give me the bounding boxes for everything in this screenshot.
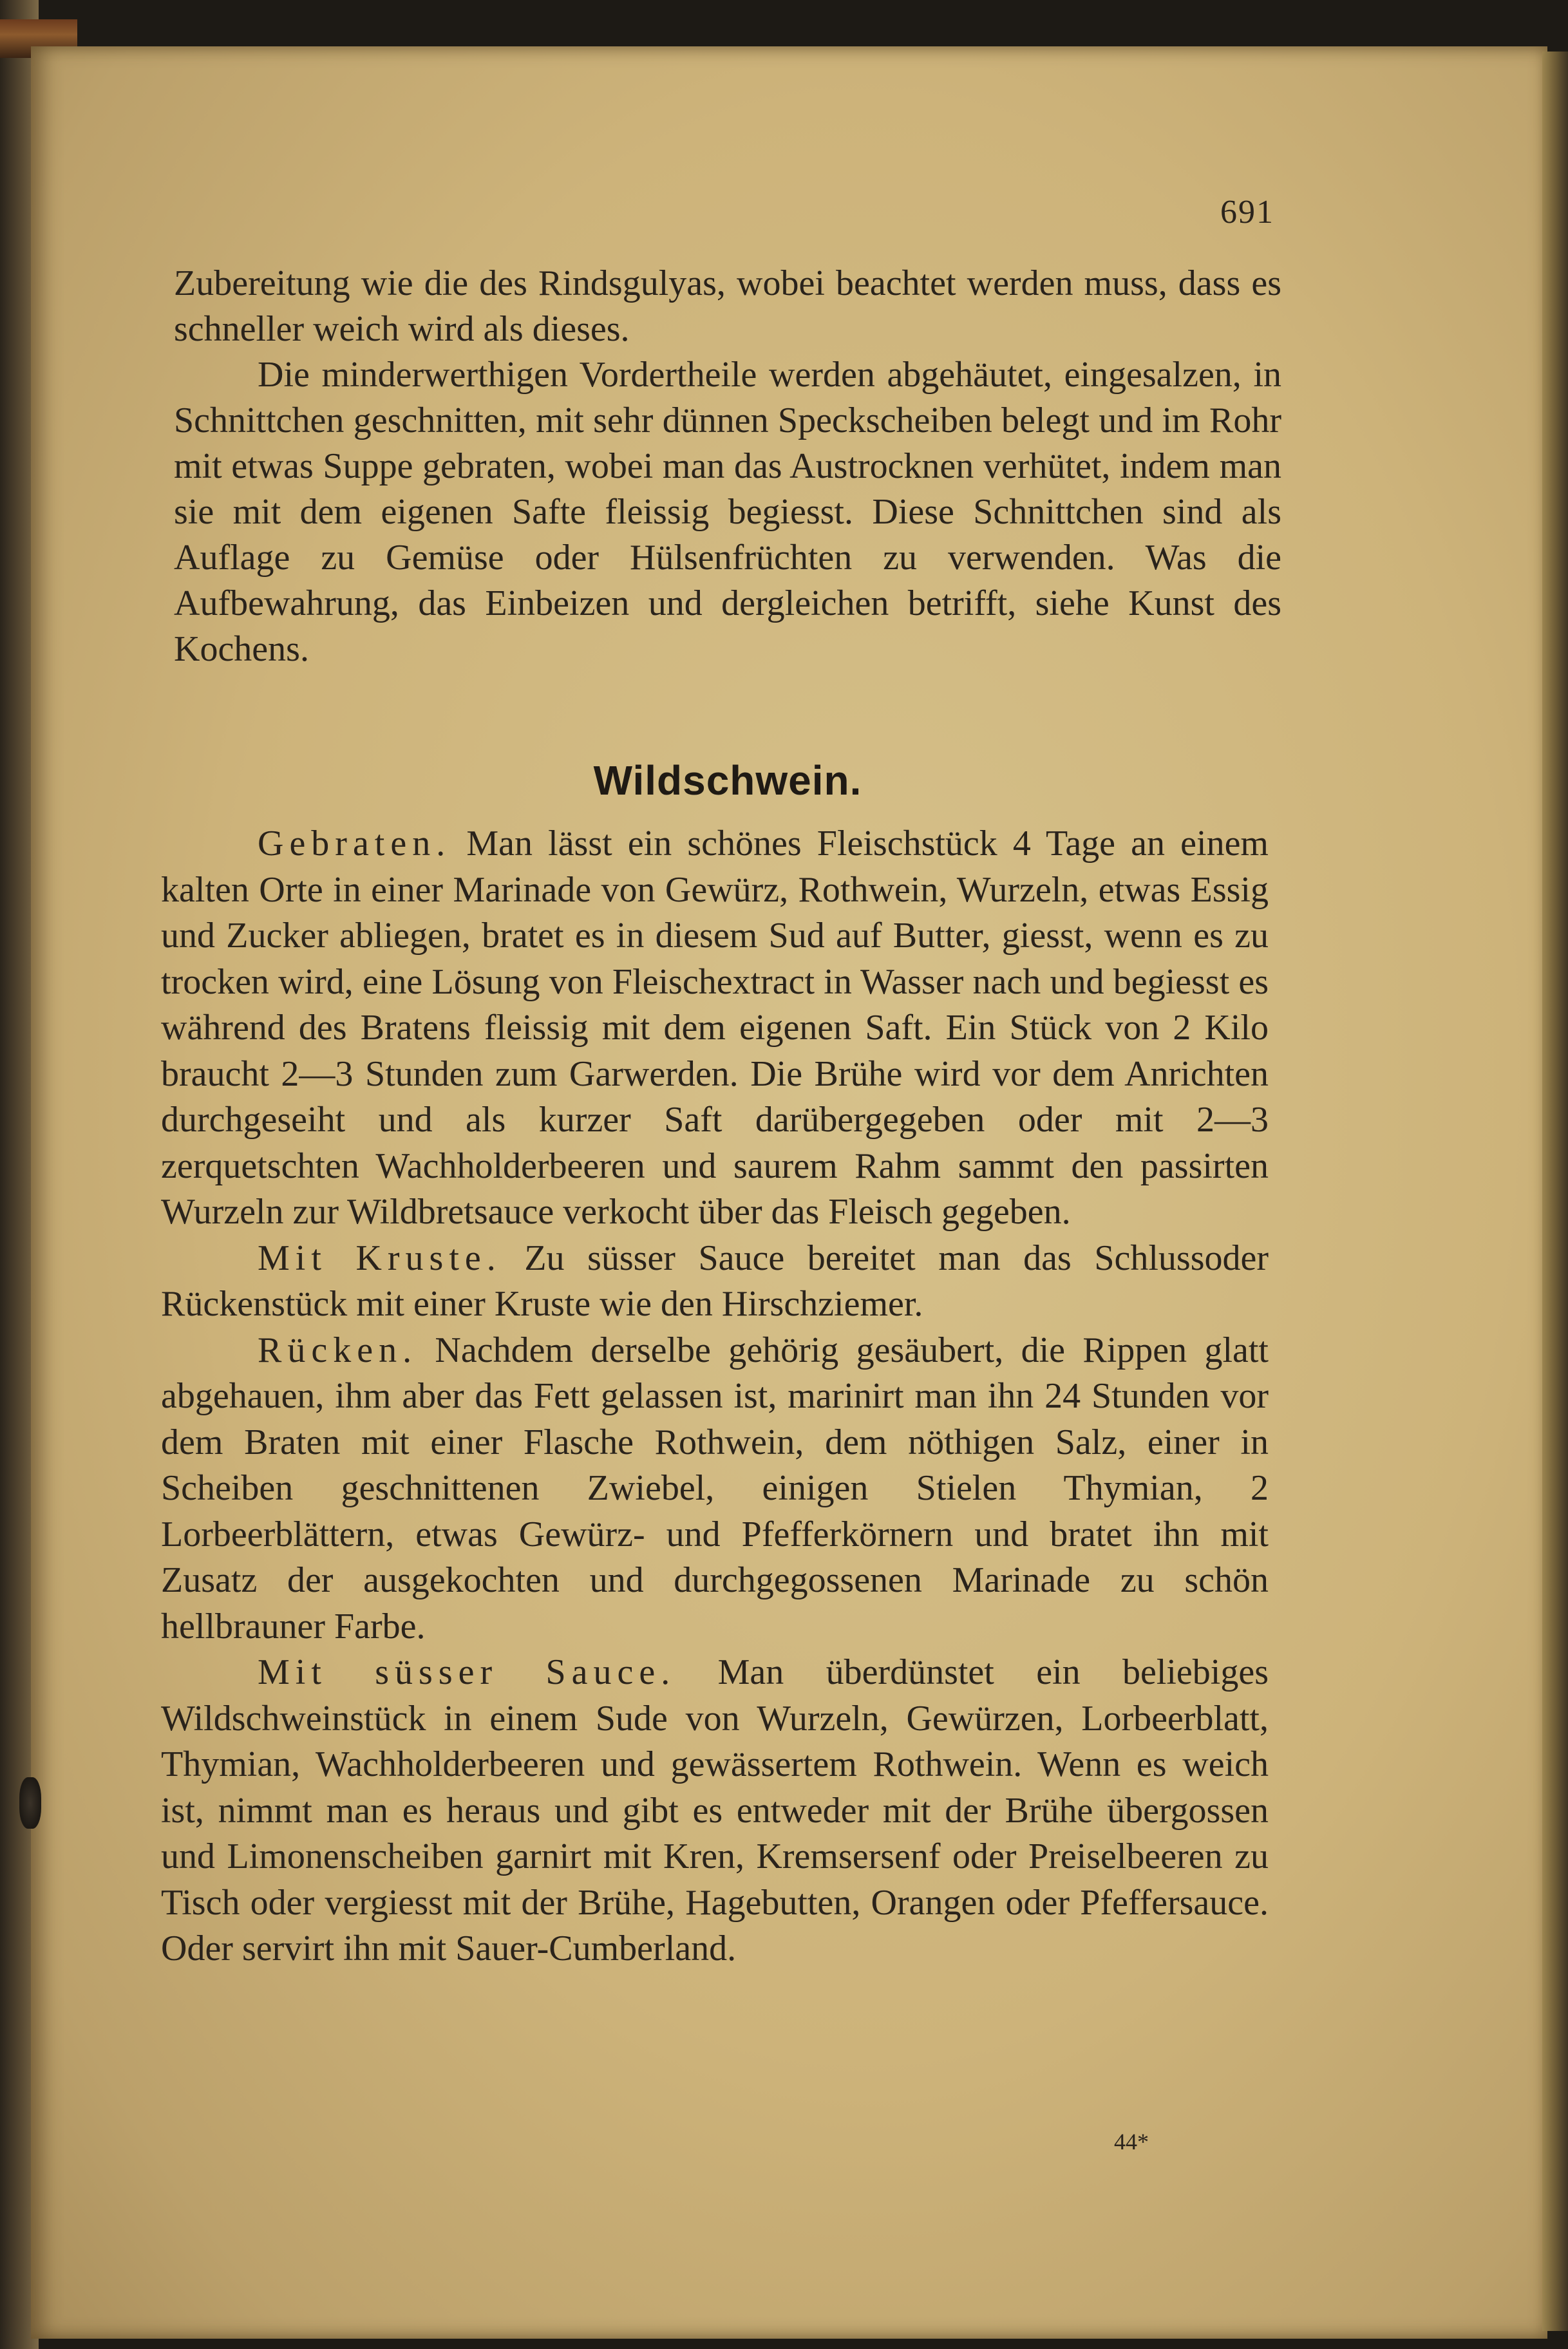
intro-paragraph-1: Zubereitung wie die des Rindsgulyas, wobei beachtet werden muss, dass es schneller weich wird als dieses. <box>174 263 1281 349</box>
intro-paragraph-2: Die minderwerthigen Vordertheile werden abgehäutet, eingesalzen, in Schnittchen geschnitten, mit sehr dünnen Speckscheiben belegt und im Rohr mit etwas Suppe gebraten, wobei man das Austrocknen verhütet, indem man sie mit dem eigenen Safte fleissig begiesst. Diese Schnittchen sind als Auflage zu Gemüse oder Hülsenfrüchten zu verwenden. Was die Aufbewahrung, das Einbeizen und dergleichen betrifft, siehe Kunst des Kochens. <box>174 355 1281 669</box>
section-title: Wildschwein. <box>593 757 862 804</box>
entry-lead: Rücken. <box>258 1330 418 1370</box>
entry-lead: Mit süsser Sauce. <box>258 1652 676 1692</box>
entry-text: Man lässt ein schönes Fleischstück 4 Tage an einem kalten Orte in einer Marinade von Gewürz, Rothwein, Wurzeln, etwas Essig und Zucker abliegen, bratet es in diesem Sud auf Butter, giesst, wenn es zu trocken wird, eine Lösung von Fleischextract in Wasser nach und begiesst es während des Bratens fleissig mit dem eigenen Saft. Ein Stück von 2 Kilo braucht 2—3 Stunden zum Garwerden. Die Brühe wird vor dem Anrichten durchgeseiht und als kurzer Saft darübergegeben oder mit 2—3 zerquetschten Wachholderbeeren und saurem Rahm sammt den passirten Wurzeln zur Wildbretsauce verkocht über das Fleisch gegeben. <box>161 824 1269 1232</box>
section-body <box>161 821 1269 1972</box>
entry-lead: Mit Kruste. <box>258 1238 502 1278</box>
page-number: 691 <box>1220 194 1274 231</box>
binding-clip <box>19 1777 41 1829</box>
page-edge <box>1542 52 1568 2331</box>
entry-mit-kruste <box>161 1236 1269 1328</box>
entry-lead: Gebraten. <box>258 824 451 863</box>
entry-ruecken <box>161 1328 1269 1650</box>
intro-text <box>174 261 1281 672</box>
entry-text: Zu süsser Sauce bereitet man das Schlussoder Rückenstück mit einer Kruste wie den Hirschziemer. <box>161 1238 1269 1324</box>
entry-gebraten <box>161 821 1269 1236</box>
signature-mark: 44* <box>1114 2129 1149 2155</box>
entry-mit-suesser-sauce <box>161 1650 1269 1972</box>
entry-text: Nachdem derselbe gehörig gesäubert, die Rippen glatt abgehauen, ihm aber das Fett gelassen ist, marinirt man ihn 24 Stunden vor dem Braten mit einer Flasche Rothwein, dem nöthigen Salz, einer in Scheiben geschnittenen Zwiebel, einigen Stielen Thymian, 2 Lorbeerblättern, etwas Gewürz- und Pfefferkörnern und bratet ihn mit Zusatz der ausgekochten und durchgegossenen Marinade zu schön hellbrauner Farbe. <box>161 1330 1269 1646</box>
entry-text: Man überdünstet ein beliebiges Wildschweinstück in einem Sude von Wurzeln, Gewürzen, Lorbeerblatt, Thymian, Wachholderbeeren und gewässertem Rothwein. Wenn es weich ist, nimmt man es heraus und gibt es entweder mit der Brühe übergossen und Limonenscheiben garnirt mit Kren, Kremsersenf oder Preiselbeeren zu Tisch oder vergiesst mit der Brühe, Hagebutten, Orangen oder Pfeffersauce. Oder servirt ihn mit Sauer-Cumberland. <box>161 1652 1269 1968</box>
